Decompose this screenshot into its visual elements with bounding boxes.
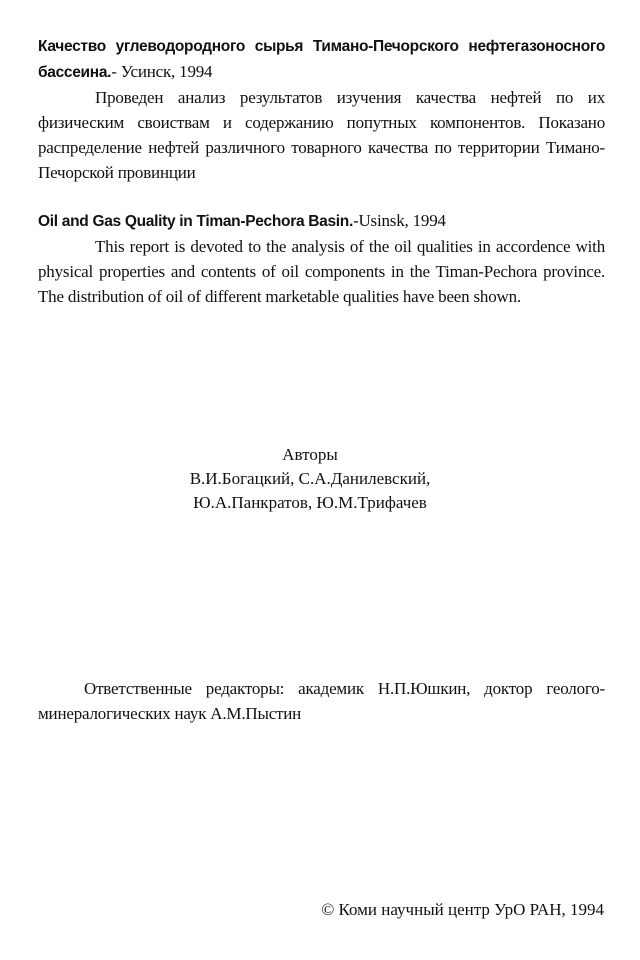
authors-line-1: В.И.Богацкий, С.А.Данилевский, [189,469,431,488]
english-abstract-text: This report is devoted to the analysis of the oil qualities in accordence with physical properties and contents of oil components in the Timan-Pechora province. The distribution of oil of different marketable qualities have been shown. [38,237,605,306]
authors-heading: Авторы [282,445,338,464]
authors [0,443,620,515]
responsible-editors: Ответственные редакторы: академик Н.П.Юшкин, доктор геолого-минералогических наук А.М.Пыстин [38,679,605,723]
copyright: © Коми научный центр УрО РАН, 1994 [321,900,604,919]
russian-title: Качество углеводородного сырья Тимано-Печорского нефтегазоносного бассеина. [38,38,605,81]
russian-place-year: - Усинск, 1994 [111,62,213,81]
russian-abstract [38,33,605,185]
russian-abstract-text: Проведен анализ результатов изучения качества нефтей по их физическим своиствам и содержанию попутных компонентов. Показано распределение нефтей различного товарного качества по территории Тимано-Печорской провинции [38,88,605,182]
english-place-year: -Usinsk, 1994 [353,211,446,230]
english-title: Oil and Gas Quality in Timan-Pechora Basin. [38,213,353,230]
authors-line-2: Ю.А.Панкратов, Ю.М.Трифачев [193,493,427,512]
english-abstract [38,208,605,309]
